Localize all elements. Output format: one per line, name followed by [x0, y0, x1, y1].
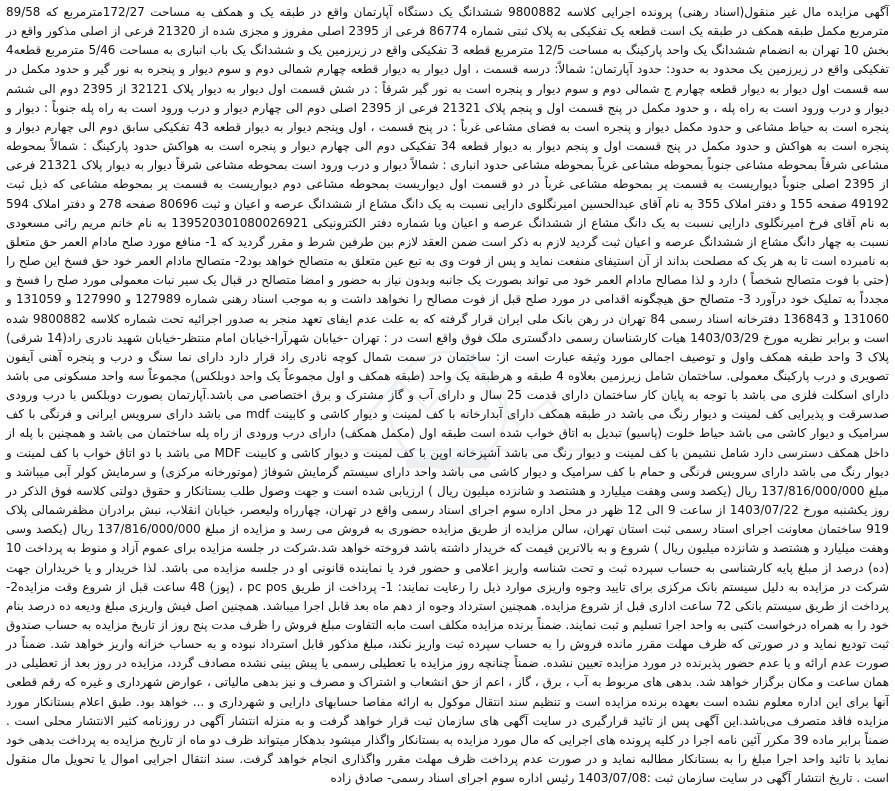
auction-notice-text: آگهی مزایده مال غیر منقول(اسناد رهنی) پرونده اجرایی کلاسه 9800882 ششدانگ یک دستگاه آپارتمان واقع در طبقه یک و همکف به مساحت 172/27مترمربع که 89/58 مترمربع مکمل طبقه همکف در طبقه یک است قطعه یک تفکیکی به پلاک ثبتی شماره 86774 فرعی از 2395 اصلی مفروز و مجزی شده از 21320 فرعی از اصلی مذکور واقع در بخش 10 تهران به انضمام ششدانگ یک واحد پارکینگ به مساحت 12/5 مترمربع قطعه 3 تفکیکی واقع در زیرزمین یک و ششدانگ یک باب انباری به مساحت 5/46 مترمربع قطعه4 تفکیکی واقع در زیرزمین یک محدود به حدود: حدود آپارتمان: شمالاً: درسه قسمت ، اول دیوار به دیوار قطعه چهارم شمالی دوم و سوم دیوار و پنجره به نور گیر و حدود مکمل در سه قسمت اول دیوار به دیوار قطعه چهارم ج شمالی دوم و سوم دیوار و پنجره است به نور گیر شرقاً : در شش قسمت اول دیوار به دیوار پلاک 32121 از 2395 دوم الی ششم دیوار و درب ورود است به راه پله ، و حدود مکمل در پنج قسمت اول و پنجم پلاک 21321 فرعی از 2395 اصلی دوم الی چهارم دیوار و درب ورود است به راه پله جنوباً : دیوار و پنجره است به حیاط مشاعی و حدود مکمل دیوار و پنجره است به فضای مشاعی غرباً : در پنج قسمت ، اول وپنجم دیوار به دیوار قطعه 43 تفکیکی سابق دوم الی چهارم دیوار و پنجره است به هواکش و حدود مکمل در پنج قسمت اول و پنجم دیوار به دیوار قطعه 34 تفکیکی دوم الی چهارم دیوار و پنجره است به هواکش حدود پارکینگ : شمالاً بمحوطه مشاعی شرقاً بمحوطه مشاعی جنوباً بمحوطه مشاعی غرباً بمحوطه مشاعی حدود انباری : شمالاً دیوار و درب ورود است بمحوطه مشاعی شرقاً دیوار به دیوار پلاک 21321 فرعی از 2395 اصلی جنوباً دیواریست به قسمت پر بمحوطه مشاعی غرباً در دو قسمت اول دیواریست بمحوطه مشاعی دوم دیواریست به قسمت پر بمحوطه مشاعی که ذیل ثبت 49192 صفحه 155 و دفتر املاک 355 به نام آقای عبدالحسین امیرنگلوی دارایی نسبت به یک دانگ مشاع از ششدانگ عرصه و اعیان و ثبت 80696 صفحه 278 و دفتر املاک 594 به نام آقای فرخ امیرنگلوی دارایی نسبت به یک دانگ مشاع از ششدانگ عرصه و اعیان وبا شماره دفتر الکترونیکی 139520301080026921 به نام خانم مریم راثی مسعودی نسبت به چهار دانگ مشاع از ششدانگ عرصه و اعیان ثبت گردید لازم به ذکر است ضمن العقد لازم بین طرفین شرط و مقرر گردید که 1- منافع مورد صلح مادام العمر حق متعلق به نامبرده است تا به هر یک که مصلحت بداند از آن استیفای منفعت نماید و پس از فوت وی به تبع عین متعلق به متصالح خواهد بود2- متصالح مادام العمر خود حق فسخ این صلح را (حتی با فوت متصالح شخصاً ) دارد و لذا مصالح مادام العمر خود می تواند بصورت یک جانبه وبدون نیاز به حضور و امضا متصالح در قبال یک سیر نبات معمولی مورد صلح را فسخ و مجدداً به تملیک خود درآورد 3- متصالح حق هیچگونه اقدامی در مورد صلح قبل از فوت مصالح را نخواهد داشت و به موجب اسناد رهنی شماره 127989 و 127990 و 131059 و 131060 و 136843 دفترخانه اسناد رسمی 84 تهران در رهن بانک ملی ایران قرار گرفته که به علت عدم ایفای تعهد منجر به صدور اجرائیه تحت شماره کلاسه 9800882 شده است و برابر نظریه مورخ 1403/03/29 هیات کارشناسان رسمی دادگستری ملک فوق واقع است در : تهران -خیابان شهرآرا-خیابان امام منتظر-خیابان شهید نادری راد(14 شرقی) پلاک 3 واحد طبقه همکف واول و توصیف اجمالی مورد وثیقه عبارت است از: ساختمان در سمت شمال کوچه نادری راد قرار دارد دارای نما سنگ و درب و پنجره آهنی آیفون تصویری و درب پارکینگ معمولی. ساختمان شامل زیرزمین بعلاوه 4 طبقه و هرطبقه یک واحد (طبقه همکف و اول مجموعاً یک واحد دوبلکس) مجموعاً سه واحد مسکونی می باشد دارای اسکلت فلزی می باشد با توجه به پایان کار ساختمان دارای قدمت 25 سال و دارای آب و گاز مشترک و برق اختصاصی می باشد.آپارتمان بصورت دوبلکس با درب ورودی صدسرقت و پذیرایی کف لمینت و دیوار رنگ می باشد در طبقه همکف دارای آبدارخانه با کف لمینت و دیوار کاشی و کابینت mdf می باشد دارای سرویس ایرانی و فرنگی با کف سرامیک و دیوار کاشی می باشد حیاط خلوت (پاسیو) تبدیل به اتاق خواب شده است طبقه اول (مکمل همکف) دارای درب ورودی از راه پله ساختمان می باشد و همچنین با پله از داخل همکف دسترسی دارد شامل نشیمن با کف لمینت و دیوار رنگ می باشد آشپزخانه اوپن با کف لمینت و دیوار کاشی و کابینت MDF می باشد با دو اتاق خواب با کف لمینت و دیوار رنگ می باشد دارای سرویس فرنگی و حمام با کف سرامیک و دیوار کاشی می باشد واحد دارای سیستم گرمایش شوفاژ (موتورخانه مرکزی) و سرمایش کولر آبی میباشد و مبلغ 137/816/000/000 ریال (یکصد وسی وهفت میلیارد و هشتصد و شانزده میلیون ریال ) ارزیابی شده است و جهت وصول طلب بستانکار و حقوق دولتی کلاسه فوق الذکر در روز یکشنبه مورخ 1403/07/22 از ساعت 9 الی 12 ظهر در محل اداره سوم اجرای اسناد رسمی واقع در تهران، چهارراه ولیعصر، خیابان انقلاب، نبش برادران مظفرشمالی پلاک 919 ساختمان معاونت اجرای اسناد رسمی ثبت استان تهران، سالن مزایده از طریق مزایده حضوری به فروش می رسد و مزایده از مبلغ 137/816/000/000 ریال (یکصد وسی وهفت میلیارد و هشتصد و شانزده میلیون ریال ) شروع و به بالاترین قیمت که خریدار داشته باشد فروخته خواهد شد.شرکت در جلسه مزایده برای عموم آزاد و منوط به پرداخت 10 (ده) درصد از مبلغ پایه کارشناسی به حساب سپرده ثبت و تحت شناسه واریز اعلامی و حضور فرد یا نماینده قانونی او در جلسه مزایده می باشد. لذا خریدار و یا خریداران جهت شرکت در مزایده به دلیل سیستم بانک مرکزی برای تایید وجوه واریزی موارد ذیل را رعایت نمایند: 1- پرداخت از طریق pc pos ، (پوز) 48 ساعت قبل از شروع وقت مزایده2- پرداخت از طریق سیستم بانکی 72 ساعت اداری قبل از شروع مزایده. همچنین استرداد وجوه از دهم ماه بعد قابل اجرا میباشد. همچنین اصل فیش واریزی مبلغ ودیعه ده درصد بنام خود را به همراه درخواست کتبی به واحد اجرا تسلیم و ثبت نمایند. ضمناً برنده مزایده مکلف است مابه التفاوت مبلغ فروش را ظرف مدت پنج روز از تاریخ مزایده به حساب صندوق ثبت تودیع نماید و در صورتی که ظرف مهلت مقرر مانده فروش را به حساب سپرده ثبت واریز نکند، مبلغ مذکور قابل استرداد نبوده و به حساب خزانه واریز خواهد شد. ضمناً در صورت عدم ارائه و یا عدم حضور پذیرنده در مورد مزایده تعیین نشده. ضمناً چنانچه روز مزایده با تعطیلی رسمی یا پیش بینی نشده مصادف گردد، مزایده در روز بعد از تعطیلی در همان ساعت و مکان برگزار خواهد شد. بدهی های مربوط به آب ، برق ، گاز ، اعم از حق انشعاب و اشتراک و مصرف و نیز بدهی مالیاتی ، عوارض شهرداری و غیره که رقم قطعی آنها برای این اداره معلوم نشده است بعهده برنده مزایده است و تنظیم سند انتقال موکول به ارائه مفاصا حسابهای دارایی و شهرداری و ... خواهد بود. طبق اعلام بستانکار مورد مزایده فاقد متصرف می‌باشد.این آگهی پس از تائید قرارگیری در سایت آگهی های سازمان ثبت قرار خواهد گرفت و به منزله انتشار آگهی در روزنامه کثیر الانتشار محلی است . ضمناً برابر ماده 39 مکرر آئین نامه اجرا در کلیه پرونده های اجرایی که مال مورد مزایده به بستانکار واگذار میشود بدهکار میتواند ظرف دو ماه از تاریخ مزایده به پرداخت بدهی خود نماید با تائید واحد اجرا مبلغ را به بستانکار مطالبه نماید و در صورت عدم پرداخت ظرف مهلت مقرر واگذاری انجام خواهد گرفت. سند انتقال اجرایی اموال یا تحویل مال منقول است . تاریخ انتشار آگهی در سایت سازمان ثبت :1403/07/08 رئیس اداره سوم اجرای اسناد رسمی- صادق زاده [6, 5, 890, 786]
